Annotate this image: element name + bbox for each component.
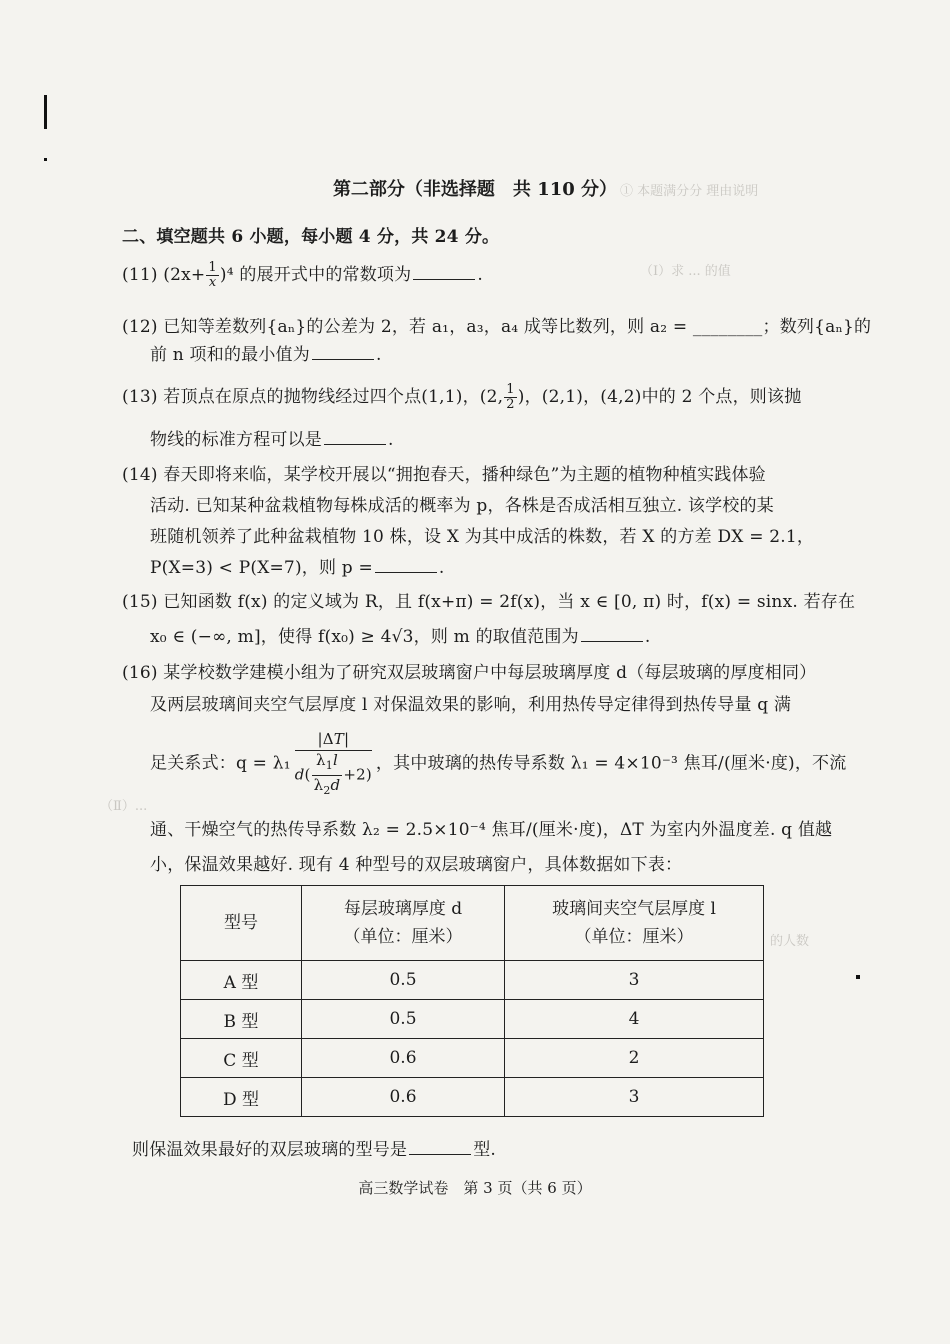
question-16-final: 则保温效果最好的双层玻璃的型号是 型. xyxy=(132,1140,497,1160)
question-14-line-1: (14) 春天即将来临，某学校开展以“拥抱春天，播种绿色”为主题的植物种植实践体验 xyxy=(122,465,766,485)
question-12-line-1: (12) 已知等差数列{aₙ}的公差为 2，若 a₁，a₃，a₄ 成等比数列，则 a₂ = ________；数列{aₙ}的 xyxy=(122,317,872,337)
table-header-cell: 每层玻璃厚度 d （单位：厘米） xyxy=(302,886,505,961)
table-cell: 4 xyxy=(505,1000,764,1039)
glass-data-table xyxy=(180,885,764,1117)
question-15-line-2: x₀ ∈ (−∞, m]，使得 f(x₀) ≥ 4√3，则 m 的取值范围为 . xyxy=(150,627,651,647)
question-16-formula-line: 足关系式：q = λ₁ |ΔT| d( $\frac{\lambda_1l}{\lambda_2d}$ +2) ，其中玻璃的热传导系数 λ₁ = 4×10⁻³ 焦耳/(厘米·度)，不流 xyxy=(150,730,847,797)
table-row xyxy=(181,1078,764,1117)
table-header-row xyxy=(181,886,764,961)
question-13-line-1: (13) 若顶点在原点的抛物线经过四个点(1,1)，(2, $\frac{1}{2}$ )，(2,1)，(4,2)中的 2 个点，则该抛 xyxy=(122,382,802,412)
answer-blank[interactable] xyxy=(409,1140,471,1155)
answer-blank[interactable] xyxy=(581,627,643,642)
table-cell: 3 xyxy=(505,961,764,1000)
answer-blank[interactable] xyxy=(312,345,374,360)
fraction-1-over-x: $\frac{1}{x}$ xyxy=(208,260,217,290)
heat-formula-fraction: |ΔT| d( $\frac{\lambda_1l}{\lambda_2d}$ +2) xyxy=(294,730,372,797)
bleed-through-text: 的人数 xyxy=(770,934,810,949)
table-cell: 2 xyxy=(505,1039,764,1078)
table-header-cell: 型号 xyxy=(181,886,302,961)
question-16-line-2: 及两层玻璃间夹空气层厚度 l 对保温效果的影响，利用热传导定律得到热传导量 q 满 xyxy=(150,695,792,715)
question-15-line-1: (15) 已知函数 f(x) 的定义域为 R，且 f(x+π) = 2f(x)，当 x ∈ [0, π) 时，f(x) = sinx. 若存在 xyxy=(122,592,856,612)
answer-blank[interactable] xyxy=(375,558,437,573)
answer-blank[interactable] xyxy=(324,430,386,445)
bleed-through-text: （Ⅰ）求 ... 的值 xyxy=(640,264,731,279)
table-cell: A 型 xyxy=(181,961,302,1000)
table-cell: 0.5 xyxy=(302,1000,505,1039)
scan-mark-bar xyxy=(44,95,47,129)
question-14-line-3: 班随机领养了此种盆栽植物 10 株，设 X 为其中成活的株数，若 X 的方差 DX = 2.1， xyxy=(150,527,815,547)
question-11: (11) (2x+ $\frac{1}{x}$ )⁴ 的展开式中的常数项为 . xyxy=(122,260,483,290)
question-16-line-5: 小，保温效果越好. 现有 4 种型号的双层玻璃窗户，具体数据如下表： xyxy=(150,855,683,875)
table-row xyxy=(181,1039,764,1078)
table-cell: 0.6 xyxy=(302,1078,505,1117)
question-14-line-2: 活动. 已知某种盆栽植物每株成活的概率为 p，各株是否成活相互独立. 该学校的某 xyxy=(150,496,774,516)
question-12-line-2: 前 n 项和的最小值为 . xyxy=(150,345,382,365)
answer-blank[interactable] xyxy=(413,265,475,280)
table-cell: D 型 xyxy=(181,1078,302,1117)
scan-mark-dot xyxy=(44,158,47,161)
question-13-line-2: 物线的标准方程可以是 . xyxy=(150,430,394,450)
table-cell: B 型 xyxy=(181,1000,302,1039)
question-16-line-1: (16) 某学校数学建模小组为了研究双层玻璃窗户中每层玻璃厚度 d（每层玻璃的厚度相同） xyxy=(122,663,817,683)
table-row xyxy=(181,1000,764,1039)
table-cell: 0.6 xyxy=(302,1039,505,1078)
section-heading: 二、填空题共 6 小题，每小题 4 分，共 24 分。 xyxy=(122,227,500,247)
question-14-line-4: P(X=3) < P(X=7)，则 p = . xyxy=(150,558,445,578)
page-footer: 高三数学试卷 第 3 页（共 6 页） xyxy=(358,1179,592,1197)
question-16-line-4: 通、干燥空气的热传导系数 λ₂ = 2.5×10⁻⁴ 焦耳/(厘米·度)，ΔT 为室内外温度差. q 值越 xyxy=(150,820,833,840)
table-row xyxy=(181,961,764,1000)
part-title: 第二部分（非选择题 共 110 分） xyxy=(332,179,618,200)
scan-mark-dot-right xyxy=(856,975,860,979)
table-header-cell: 玻璃间夹空气层厚度 l （单位：厘米） xyxy=(505,886,764,961)
bleed-through-text: （Ⅱ）... xyxy=(100,799,148,814)
bleed-through-text: ① 本题满分分 理由说明 xyxy=(620,184,759,199)
fraction-1-over-2: $\frac{1}{2}$ xyxy=(506,382,515,412)
table-cell: C 型 xyxy=(181,1039,302,1078)
table-cell: 0.5 xyxy=(302,961,505,1000)
table-cell: 3 xyxy=(505,1078,764,1117)
